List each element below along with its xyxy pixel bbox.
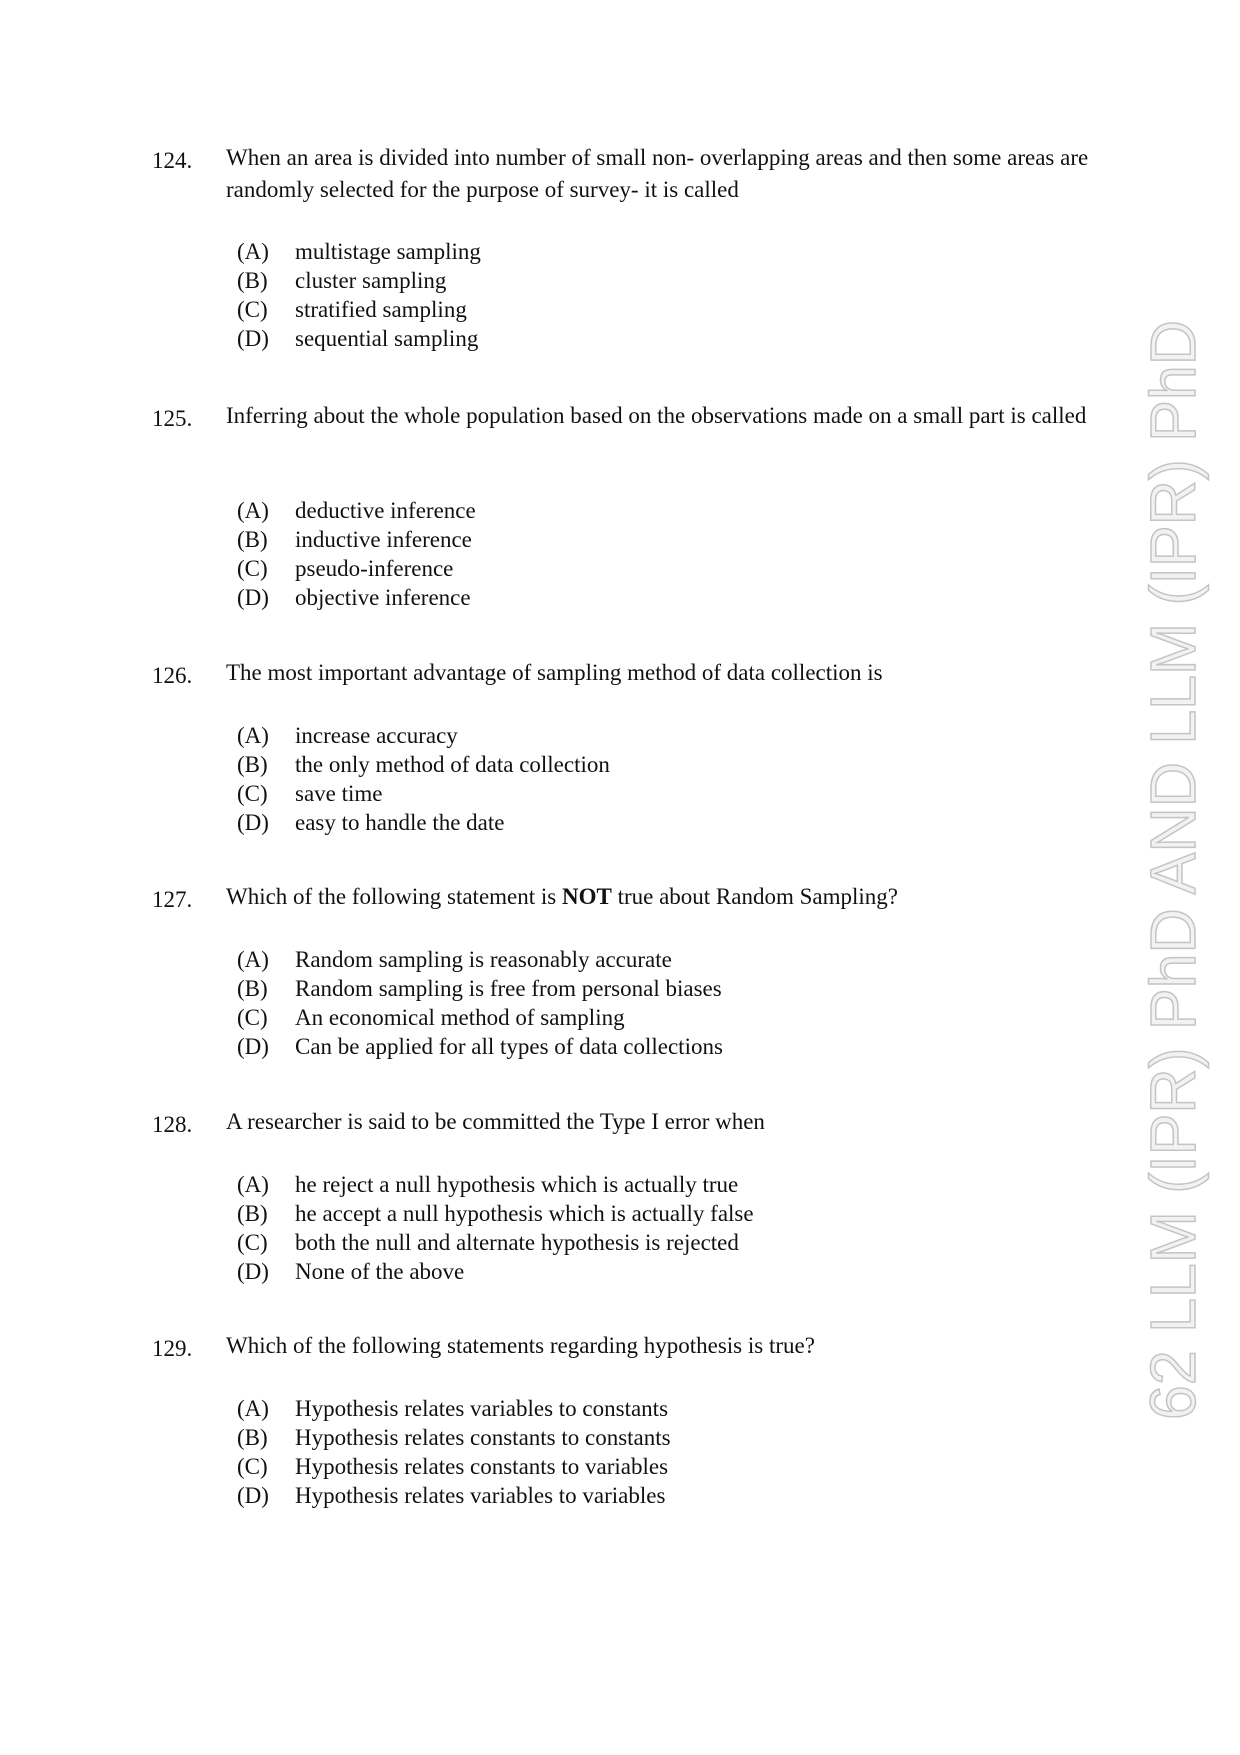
option-b: (B) Hypothesis relates constants to constants bbox=[237, 1425, 671, 1450]
question-stem: Which of the following statements regarding hypothesis is true? bbox=[226, 1333, 815, 1358]
option-c: (C) Hypothesis relates constants to variables bbox=[237, 1454, 669, 1479]
option-a: (A) multistage sampling bbox=[237, 239, 481, 264]
option-d: (D) objective inference bbox=[237, 585, 471, 610]
option-a: (A) increase accuracy bbox=[237, 723, 458, 748]
option-a: (A) he reject a null hypothesis which is actually true bbox=[237, 1172, 739, 1197]
option-b: (B) he accept a null hypothesis which is actually false bbox=[237, 1201, 754, 1226]
question-stem: Which of the following statement is NOT true about Random Sampling? bbox=[226, 884, 899, 909]
option-c: (C) both the null and alternate hypothesis is rejected bbox=[237, 1230, 739, 1255]
question-number: 126. bbox=[152, 663, 193, 688]
option-d: (D) None of the above bbox=[237, 1259, 465, 1284]
option-b: (B) cluster sampling bbox=[237, 268, 447, 293]
question-stem: When an area is divided into number of small non- overlapping areas and then some areas are randomly selected for the purpose of survey- it is called bbox=[226, 145, 1089, 202]
options-list bbox=[237, 1170, 754, 1286]
option-d: (D) sequential sampling bbox=[237, 326, 479, 351]
options-list bbox=[237, 721, 610, 837]
option-b: (B) the only method of data collection bbox=[237, 752, 610, 777]
option-d: (D) Can be applied for all types of data collections bbox=[237, 1034, 723, 1059]
question-number: 129. bbox=[152, 1336, 193, 1361]
question-stem: The most important advantage of sampling method of data collection is bbox=[226, 660, 883, 685]
option-a: (A) deductive inference bbox=[237, 498, 476, 523]
question-number: 124. bbox=[152, 148, 193, 173]
question-stem: Inferring about the whole population based on the observations made on a small part is called bbox=[226, 403, 1087, 428]
option-d: (D) Hypothesis relates variables to variables bbox=[237, 1483, 666, 1508]
option-c: (C) An economical method of sampling bbox=[237, 1005, 625, 1030]
options-list bbox=[237, 496, 476, 612]
option-b: (B) inductive inference bbox=[237, 527, 472, 552]
options-list bbox=[237, 1394, 671, 1510]
option-c: (C) pseudo-inference bbox=[237, 556, 454, 581]
question-number: 125. bbox=[152, 406, 193, 431]
options-list bbox=[237, 945, 723, 1061]
option-c: (C) stratified sampling bbox=[237, 297, 467, 322]
question-number: 128. bbox=[152, 1112, 193, 1137]
option-c: (C) save time bbox=[237, 781, 383, 806]
options-list bbox=[237, 237, 481, 353]
option-d: (D) easy to handle the date bbox=[237, 810, 505, 835]
watermark-text: 62 LLM (IPR) PhD AND LLM (IPR) PhD bbox=[1137, 296, 1209, 1420]
emphasis-not: NOT bbox=[561, 884, 612, 909]
option-b: (B) Random sampling is free from personal biases bbox=[237, 976, 722, 1001]
option-a: (A) Random sampling is reasonably accurate bbox=[237, 947, 672, 972]
option-a: (A) Hypothesis relates variables to constants bbox=[237, 1396, 669, 1421]
question-number: 127. bbox=[152, 887, 193, 912]
question-stem: A researcher is said to be committed the Type I error when bbox=[226, 1109, 765, 1134]
